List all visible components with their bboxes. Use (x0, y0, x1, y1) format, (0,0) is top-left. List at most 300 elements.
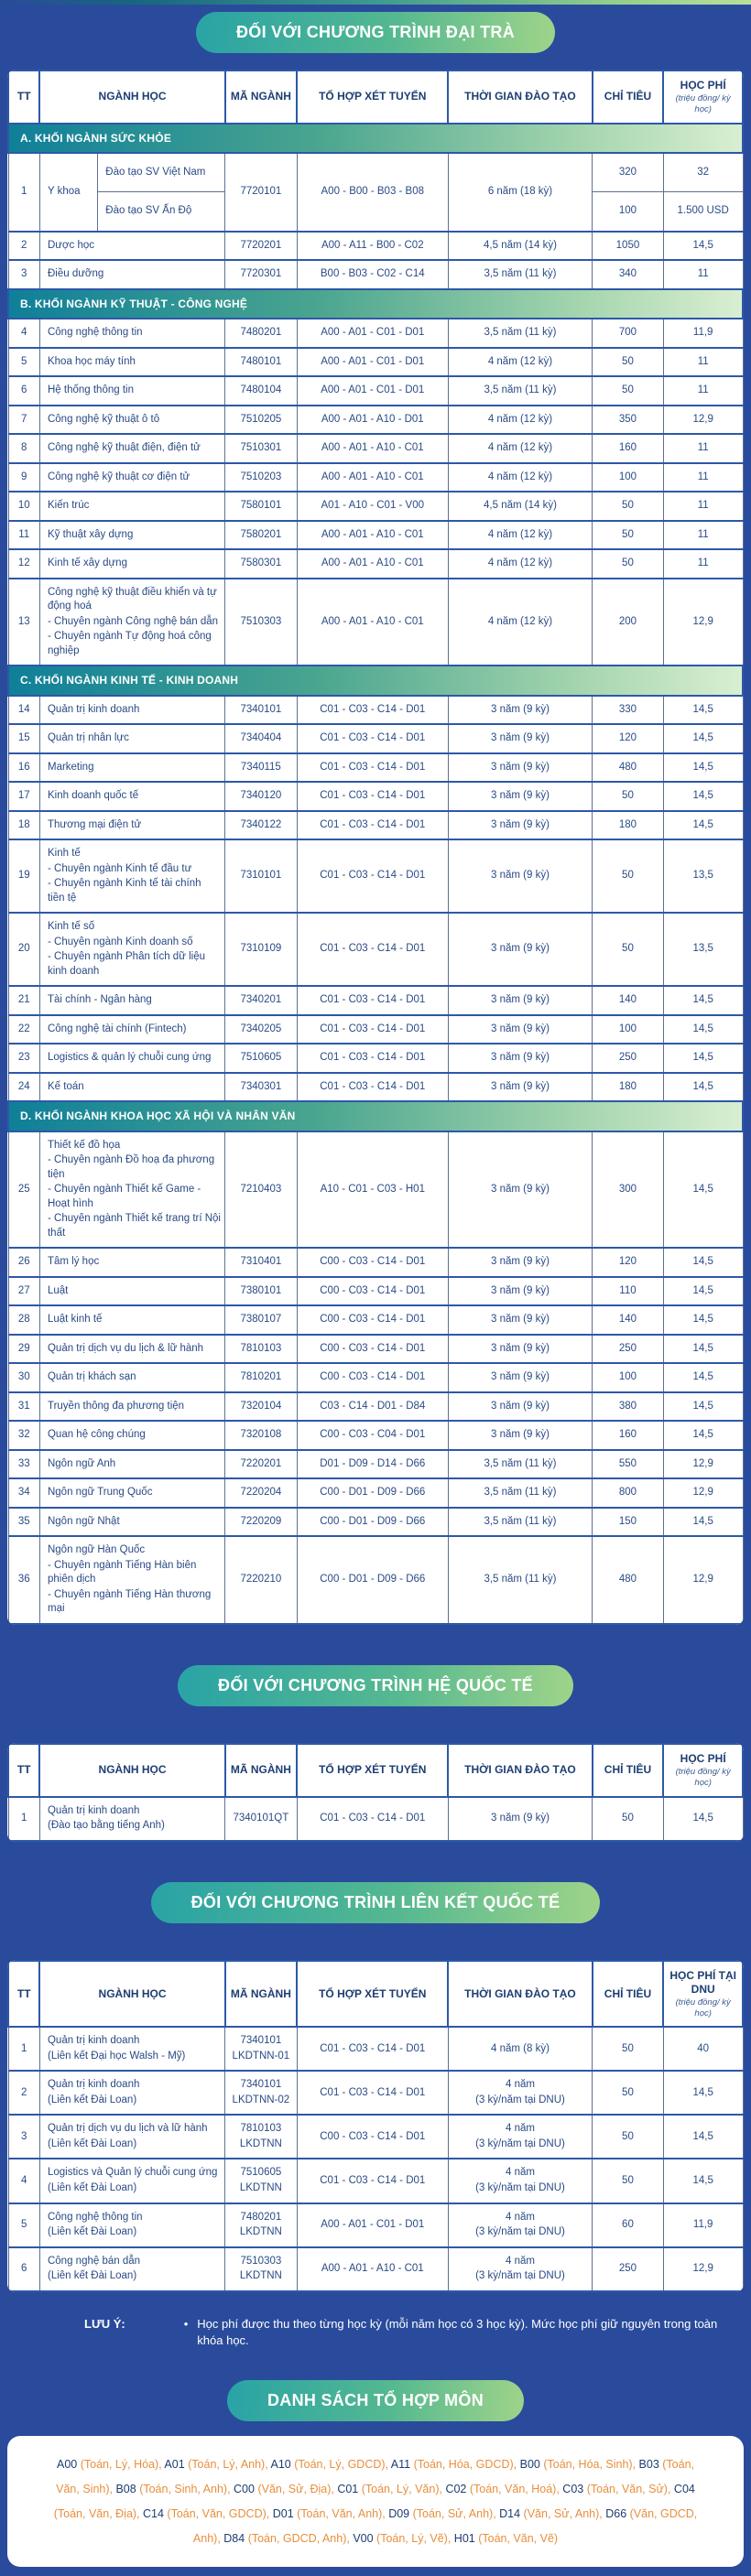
cell-program-name (39, 2071, 224, 2115)
cell-duration: 4 năm (12 kỳ) (448, 579, 592, 666)
cell-major-code: 7340301 (225, 1073, 298, 1102)
international-program-table-grid (7, 1743, 744, 1842)
cell-subject-combination: A00 - A01 - A10 - C01 (297, 549, 448, 579)
cell-quota: 50 (593, 839, 664, 913)
cell-major-code (225, 2115, 298, 2159)
combo-code: D66 (605, 2506, 630, 2520)
cell-major-code: 7510303 (225, 579, 298, 666)
title-linked-program-label: ĐỐI VỚI CHƯƠNG TRÌNH LIÊN KẾT QUỐC TẾ (190, 1892, 561, 1911)
program-name: Tài chính - Ngân hàng (47, 994, 152, 1006)
cell-duration-line: 4 năm (505, 2167, 535, 2179)
cell-subject-combination: A00 - A01 - A10 - C01 (297, 2247, 448, 2291)
cell-tt: 1 (8, 2027, 39, 2071)
cell-duration: 4 năm (12 kỳ) (448, 549, 592, 579)
cell-program-name (39, 1478, 224, 1508)
cell-duration: 3 năm (9 kỳ) (448, 696, 592, 725)
combo-code: H01 (453, 2531, 479, 2545)
cell-quota: 480 (593, 1536, 664, 1624)
table-row (8, 1450, 743, 1479)
cell-tt: 23 (8, 1044, 39, 1073)
note-bullet: • (183, 2316, 189, 2331)
combo-subjects: (Toán, Văn, Địa), (53, 2506, 143, 2520)
cell-subject-combination: A00 - A01 - C01 - D01 (297, 348, 448, 377)
section-band-label: B. KHỐI NGÀNH KỸ THUẬT - CÔNG NGHỆ (8, 289, 743, 319)
col-header-thoigian: THỜI GIAN ĐÀO TẠO (448, 1961, 592, 2028)
table-row (8, 2115, 743, 2159)
cell-program-name (39, 1073, 224, 1102)
col-header-chitieu: CHỈ TIÊU (593, 1961, 664, 2028)
cell-tuition: 14,5 (663, 1015, 743, 1044)
cell-tuition: 14,5 (663, 696, 743, 725)
cell-tuition: 13,5 (663, 913, 743, 986)
section-band-label: A. KHỐI NGÀNH SỨC KHỎE (8, 124, 743, 153)
cell-duration: 3 năm (9 kỳ) (448, 1797, 592, 1841)
table-row (8, 2027, 743, 2071)
cell-program-name (39, 2159, 224, 2203)
cell-major-code-line: LKDTNN (239, 2270, 282, 2282)
cell-tt: 1 (8, 153, 39, 232)
cell-tt: 18 (8, 811, 39, 840)
cell-subject-combination: A01 - A10 - C01 - V00 (297, 492, 448, 521)
program-name: Quản trị kinh doanh (47, 1804, 140, 1816)
cell-tt: 2 (8, 232, 39, 261)
cell-tuition: 14,5 (663, 2071, 743, 2115)
program-name: Tâm lý học (47, 1256, 100, 1268)
cell-subject-combination: A00 - A01 - A10 - C01 (297, 521, 448, 550)
cell-program-name (39, 549, 224, 579)
cell-tuition: 11 (663, 549, 743, 579)
combo-subjects: (Toán, Văn, Sinh), (56, 2457, 695, 2495)
combo-code: B00 (519, 2457, 544, 2471)
cell-major-code-line: LKDTNN-01 (232, 2050, 290, 2062)
cell-tuition: 14,5 (663, 782, 743, 811)
section-band-row (8, 1101, 743, 1131)
program-specialty: - Chuyên ngành Kinh tế tài chính tiền tệ (47, 878, 201, 904)
cell-major-code: 7580201 (225, 521, 298, 550)
cell-subject-combination: A00 - A01 - C01 - D01 (297, 2203, 448, 2247)
cell-tt: 3 (8, 2115, 39, 2159)
col-header-nganh: NGÀNH HỌC (39, 70, 224, 124)
table-row (8, 1478, 743, 1508)
cell-tt: 22 (8, 1015, 39, 1044)
cell-subject-combination: C00 - C03 - C14 - D01 (297, 1335, 448, 1364)
cell-subject-combination: C01 - C03 - C14 - D01 (297, 782, 448, 811)
cell-program-name (39, 434, 224, 463)
cell-major-code: 7810201 (225, 1363, 298, 1392)
cell-major-code-line: 7480201 (240, 2211, 282, 2223)
regular-program-table-grid (7, 70, 744, 1625)
cell-quota: 1050 (593, 232, 664, 261)
table-row (8, 1248, 743, 1277)
col-header-tohop: TỔ HỢP XÉT TUYỂN (297, 1744, 448, 1797)
cell-subject-combination: C01 - C03 - C14 - D01 (297, 1797, 448, 1841)
cell-quota: 140 (593, 1305, 664, 1335)
cell-quota: 50 (593, 2071, 664, 2115)
cell-duration (448, 2247, 592, 2291)
cell-major-code: 7510203 (225, 463, 298, 492)
program-specialty: - Chuyên ngành Thiết kế trang trí Nội thất (47, 1213, 221, 1239)
cell-quota: 160 (593, 1421, 664, 1450)
program-name: Logistics và Quản lý chuỗi cung ứng (47, 2167, 218, 2179)
cell-quota: 330 (593, 696, 664, 725)
cell-duration: 3 năm (9 kỳ) (448, 1073, 592, 1102)
col-header-nganh: NGÀNH HỌC (39, 1744, 224, 1797)
col-header-nganh: NGÀNH HỌC (39, 1961, 224, 2028)
cell-duration: 4 năm (12 kỳ) (448, 406, 592, 435)
cell-major-code: 7510301 (225, 434, 298, 463)
program-specialty: (Liên kết Đài Loan) (47, 2138, 137, 2149)
table-header-row (8, 1744, 743, 1797)
cell-duration-line: 4 năm (505, 2211, 535, 2223)
combo-code: D14 (499, 2506, 524, 2520)
cell-quota: 100 (593, 1015, 664, 1044)
cell-tt: 5 (8, 348, 39, 377)
cell-duration: 3,5 năm (11 kỳ) (448, 260, 592, 289)
cell-subject-combination: A00 - A01 - C01 - D01 (297, 319, 448, 348)
table-header-row (8, 1961, 743, 2028)
cell-subject-combination: C01 - C03 - C14 - D01 (297, 1073, 448, 1102)
program-name: Quản trị kinh doanh (47, 2035, 140, 2047)
cell-tt: 35 (8, 1508, 39, 1537)
table-row (8, 406, 743, 435)
cell-tt: 10 (8, 492, 39, 521)
cell-major-code-line: 7510303 (240, 2255, 282, 2267)
cell-duration: 3 năm (9 kỳ) (448, 1421, 592, 1450)
cell-duration: 3,5 năm (11 kỳ) (448, 319, 592, 348)
program-specialty: (Liên kết Đài Loan) (47, 2270, 137, 2282)
cell-subject-combination: C03 - C14 - D01 - D84 (297, 1392, 448, 1422)
cell-duration: 3 năm (9 kỳ) (448, 1335, 592, 1364)
note-label: LƯU Ý: (84, 2316, 125, 2331)
program-name: Thương mại điện tử (47, 818, 142, 830)
program-specialty: - Chuyên ngành Phân tích dữ liệu kinh doanh (47, 951, 205, 977)
cell-tt: 4 (8, 2159, 39, 2203)
program-name: Quản trị dịch vụ du lịch & lữ hành (47, 1342, 204, 1354)
program-name: Công nghệ tài chính (Fintech) (47, 1023, 187, 1034)
cell-tt: 1 (8, 1797, 39, 1841)
table-row (8, 724, 743, 753)
cell-subject-combination: C01 - C03 - C14 - D01 (297, 2159, 448, 2203)
cell-program-name (39, 811, 224, 840)
cell-subject-combination: D01 - D09 - D14 - D66 (297, 1450, 448, 1479)
cell-quota: 250 (593, 1335, 664, 1364)
col-header-tohop: TỔ HỢP XÉT TUYỂN (297, 70, 448, 124)
cell-subject-combination: C00 - C03 - C04 - D01 (297, 1421, 448, 1450)
table-header-row (8, 70, 743, 124)
cell-duration (448, 2027, 592, 2071)
linked-program-table-grid (7, 1960, 744, 2292)
col-header-hocphi (663, 1744, 743, 1797)
cell-major-code: 7340115 (225, 753, 298, 783)
program-name: Công nghệ kỹ thuật cơ điện tử (47, 471, 190, 482)
cell-subject-combination: C00 - C03 - C14 - D01 (297, 2115, 448, 2159)
table-row (8, 811, 743, 840)
cell-program-name (39, 1044, 224, 1073)
program-name: Thiết kế đồ họa (47, 1139, 121, 1151)
program-specialty: - Chuyên ngành Kinh tế đầu tư (47, 862, 192, 874)
col-header-ma: MÃ NGÀNH (225, 1744, 298, 1797)
cell-subject-combination: A00 - A11 - B00 - C02 (297, 232, 448, 261)
cell-tuition: 14,5 (663, 1797, 743, 1841)
section-band-label: C. KHỐI NGÀNH KINH TẾ - KINH DOANH (8, 666, 743, 695)
cell-duration: 3 năm (9 kỳ) (448, 782, 592, 811)
cell-major-code (225, 2027, 298, 2071)
cell-major-code: 7320108 (225, 1421, 298, 1450)
table-row (8, 839, 743, 913)
program-name: Quản trị nhân lực (47, 732, 129, 744)
section-band-label: D. KHỐI NGÀNH KHOA HỌC XÃ HỘI VÀ NHÂN VĂN (8, 1101, 743, 1131)
cell-tuition: 14,5 (663, 232, 743, 261)
cell-duration: 4,5 năm (14 kỳ) (448, 492, 592, 521)
cell-duration: 3 năm (9 kỳ) (448, 1248, 592, 1277)
cell-duration-line: (3 kỳ/năm tại DNU) (475, 2182, 565, 2193)
program-specialty: (Đào tạo bằng tiếng Anh) (47, 1820, 165, 1832)
cell-major-code: 7310101 (225, 839, 298, 913)
col-header-thoigian: THỜI GIAN ĐÀO TẠO (448, 1744, 592, 1797)
cell-quota: 180 (593, 1073, 664, 1102)
combo-subjects: (Toán, GDCD, Anh), (247, 2531, 354, 2545)
cell-major-code: 7220210 (225, 1536, 298, 1624)
cell-major-code: 7340120 (225, 782, 298, 811)
cell-tt: 15 (8, 724, 39, 753)
cell-subject-combination: C01 - C03 - C14 - D01 (297, 2071, 448, 2115)
cell-program-name (39, 1015, 224, 1044)
program-specialty: - Chuyên ngành Tiếng Hàn thương mại (47, 1588, 212, 1615)
cell-tuition: 12,9 (663, 1450, 743, 1479)
program-name: Công nghệ kỹ thuật điện, điện tử (47, 442, 201, 454)
table-row (8, 2071, 743, 2115)
program-name: Khoa học máy tính (47, 355, 136, 367)
cell-duration: 3 năm (9 kỳ) (448, 986, 592, 1015)
cell-quota: 160 (593, 434, 664, 463)
cell-tt: 26 (8, 1248, 39, 1277)
col-header-thoigian: THỜI GIAN ĐÀO TẠO (448, 70, 592, 124)
cell-quota: 50 (593, 549, 664, 579)
cell-subject-combination: C01 - C03 - C14 - D01 (297, 839, 448, 913)
cell-duration: 3 năm (9 kỳ) (448, 1015, 592, 1044)
cell-tt: 2 (8, 2071, 39, 2115)
note-text: Học phí được thu theo từng học kỳ (mỗi năm học có 3 học kỳ). Mức học phí giữ nguyên trong toàn khóa học. (197, 2316, 718, 2347)
cell-tt: 32 (8, 1421, 39, 1450)
cell-major-code: 7340404 (225, 724, 298, 753)
cell-duration-line: (3 kỳ/năm tại DNU) (475, 2226, 565, 2238)
cell-tuition: 12,9 (663, 579, 743, 666)
cell-major-code: 7310109 (225, 913, 298, 986)
cell-quota: 380 (593, 1392, 664, 1422)
cell-program-name (39, 1335, 224, 1364)
cell-major-code-line: LKDTNN (239, 2138, 282, 2149)
program-name: Truyền thông đa phương tiện (47, 1400, 185, 1412)
cell-quota: 50 (593, 913, 664, 986)
cell-tt: 8 (8, 434, 39, 463)
col-header-hocphi-unit: (triệu đồng/ kỳ học) (675, 1997, 731, 2019)
cell-tuition: 14,5 (663, 1392, 743, 1422)
program-name: Dược học (47, 239, 95, 251)
cell-program-name (39, 319, 224, 348)
program-name: Logistics & quản lý chuỗi cung ứng (47, 1052, 212, 1064)
table-row (8, 376, 743, 406)
cell-subject-combination: A00 - A01 - A10 - C01 (297, 579, 448, 666)
col-header-ma: MÃ NGÀNH (225, 1961, 298, 2028)
cell-duration: 3 năm (9 kỳ) (448, 811, 592, 840)
cell-quota: 50 (593, 376, 664, 406)
cell-tuition: 14,5 (663, 1508, 743, 1537)
cell-program-name (39, 724, 224, 753)
cell-program-name (39, 1248, 224, 1277)
cell-quota (593, 153, 664, 232)
program-name: Quản trị dịch vụ du lịch và lữ hành (47, 2123, 208, 2135)
table-row (8, 1305, 743, 1335)
cell-major-code (225, 2203, 298, 2247)
cell-program-name (39, 1363, 224, 1392)
cell-tt: 14 (8, 696, 39, 725)
cell-quota: 800 (593, 1478, 664, 1508)
cell-program-name (39, 696, 224, 725)
cell-duration: 3 năm (9 kỳ) (448, 1277, 592, 1306)
cell-major-code-line: LKDTNN-02 (232, 2094, 290, 2105)
cell-subject-combination: C00 - C03 - C14 - D01 (297, 1363, 448, 1392)
program-name: Hệ thống thông tin (47, 384, 134, 396)
cell-major-code: 7720301 (225, 260, 298, 289)
cell-major-code: 7310401 (225, 1248, 298, 1277)
cell-tt: 6 (8, 376, 39, 406)
cell-tt: 21 (8, 986, 39, 1015)
cell-tt: 7 (8, 406, 39, 435)
col-header-tt: TT (8, 1961, 39, 2028)
program-name: Công nghệ kỹ thuật ô tô (47, 413, 160, 425)
cell-tt: 3 (8, 260, 39, 289)
cell-program-name (39, 1450, 224, 1479)
cell-program-name (39, 348, 224, 377)
cell-subject-combination: C01 - C03 - C14 - D01 (297, 811, 448, 840)
col-header-hocphi-dnu (663, 1961, 743, 2028)
cell-program-name (39, 1421, 224, 1450)
combo-subjects: (Toán, Văn, Hoá), (469, 2482, 563, 2495)
cell-tuition: 11 (663, 348, 743, 377)
program-name: Ngôn ngữ Nhật (47, 1515, 120, 1527)
col-header-hocphi-unit: (triệu đồng/ kỳ học) (675, 1766, 731, 1788)
program-name: Kiến trúc (47, 500, 90, 512)
combo-code: D09 (388, 2506, 413, 2520)
program-name: Kinh doanh quốc tế (47, 790, 139, 802)
cell-duration: 3,5 năm (11 kỳ) (448, 1478, 592, 1508)
cell-tt: 34 (8, 1478, 39, 1508)
program-specialty: (Liên kết Đài Loan) (47, 2226, 137, 2238)
cell-subject-combination: C01 - C03 - C14 - D01 (297, 753, 448, 783)
cell-tuition: 11,9 (663, 319, 743, 348)
combo-subjects: (Toán, Văn, Sử), (586, 2482, 674, 2495)
title-subject-combinations-label: DANH SÁCH TỔ HỢP MÔN (267, 2390, 484, 2409)
cell-major-code: 7380107 (225, 1305, 298, 1335)
cell-tuition: 14,5 (663, 753, 743, 783)
cell-subject-combination: C00 - D01 - D09 - D66 (297, 1508, 448, 1537)
combo-subjects: (Toán, Sinh, Anh), (139, 2482, 234, 2495)
cell-duration: 3 năm (9 kỳ) (448, 724, 592, 753)
program-name: Quan hệ công chúng (47, 1429, 146, 1441)
cell-program-name (39, 1536, 224, 1624)
cell-tt: 19 (8, 839, 39, 913)
combo-code: C01 (337, 2482, 362, 2495)
program-name: Quản trị khách sạn (47, 1371, 136, 1383)
program-name: Quản trị kinh doanh (47, 2079, 140, 2091)
cell-program-name (39, 2203, 224, 2247)
program-subgroup-label: Đào tạo SV Việt Nam (98, 154, 224, 193)
combo-subjects: (Toán, Lý, Anh), (188, 2457, 271, 2471)
cell-duration: 3,5 năm (11 kỳ) (448, 1536, 592, 1624)
program-name: Marketing (47, 761, 94, 773)
program-name: Y khoa (40, 154, 98, 231)
cell-duration: 3 năm (9 kỳ) (448, 1131, 592, 1249)
cell-tt: 24 (8, 1073, 39, 1102)
cell-duration-line: 4 năm (505, 2123, 535, 2135)
cell-duration-line: (3 kỳ/năm tại DNU) (475, 2138, 565, 2149)
cell-tuition: 14,5 (663, 1073, 743, 1102)
table-row (8, 492, 743, 521)
cell-program-name (39, 1277, 224, 1306)
tuition-value: 1.500 USD (677, 205, 729, 217)
cell-tt: 12 (8, 549, 39, 579)
cell-program-name (39, 782, 224, 811)
top-decor-strip (0, 0, 751, 5)
section-band-row (8, 666, 743, 695)
program-name: Luật kinh tế (47, 1314, 103, 1326)
cell-tuition: 14,5 (663, 1335, 743, 1364)
cell-tuition: 14,5 (663, 1277, 743, 1306)
program-name: Kinh tế (47, 848, 81, 860)
program-name: Kinh tế xây dựng (47, 557, 127, 569)
cell-tuition: 14,5 (663, 1305, 743, 1335)
cell-program-name (39, 1131, 224, 1249)
combo-code: B03 (638, 2457, 663, 2471)
cell-major-code (225, 2159, 298, 2203)
col-header-chitieu: CHỈ TIÊU (593, 70, 664, 124)
title-regular-program-label: ĐỐI VỚI CHƯƠNG TRÌNH ĐẠI TRÀ (235, 23, 516, 41)
linked-program-table (7, 1960, 744, 2292)
cell-program-name (39, 1508, 224, 1537)
program-specialty: - Chuyên ngành Tiếng Hàn biên phiên dịch (47, 1559, 197, 1586)
cell-major-code: 7720101 (225, 153, 298, 232)
title-international-program (178, 1665, 573, 1706)
cell-tuition: 14,5 (663, 724, 743, 753)
cell-subject-combination: C01 - C03 - C14 - D01 (297, 724, 448, 753)
cell-tuition: 14,5 (663, 1363, 743, 1392)
cell-duration (448, 2115, 592, 2159)
section-band-row (8, 124, 743, 153)
cell-major-code: 7340205 (225, 1015, 298, 1044)
cell-quota: 50 (593, 492, 664, 521)
cell-program-name (39, 376, 224, 406)
cell-major-code-line: LKDTNN (239, 2182, 282, 2193)
cell-major-code: 7340101 (225, 696, 298, 725)
program-name: Công nghệ thông tin (47, 327, 143, 339)
table-row (8, 1392, 743, 1422)
cell-subject-combination: C01 - C03 - C14 - D01 (297, 986, 448, 1015)
cell-major-code-line: 7340101 (240, 2035, 282, 2047)
title-international-program-label: ĐỐI VỚI CHƯƠNG TRÌNH HỆ QUỐC TẾ (218, 1675, 533, 1694)
cell-major-code: 7340201 (225, 986, 298, 1015)
cell-program-name (39, 2247, 224, 2291)
cell-tuition: 14,5 (663, 811, 743, 840)
table-row (8, 463, 743, 492)
quota-value: 100 (618, 205, 637, 217)
combo-code: A00 (56, 2457, 81, 2471)
table-row (8, 1797, 743, 1841)
cell-quota: 200 (593, 579, 664, 666)
combo-code: A01 (164, 2457, 189, 2471)
combo-code: C04 (673, 2482, 695, 2495)
program-subgroup-label: Đào tạo SV Ấn Độ (105, 205, 192, 217)
table-row (8, 696, 743, 725)
